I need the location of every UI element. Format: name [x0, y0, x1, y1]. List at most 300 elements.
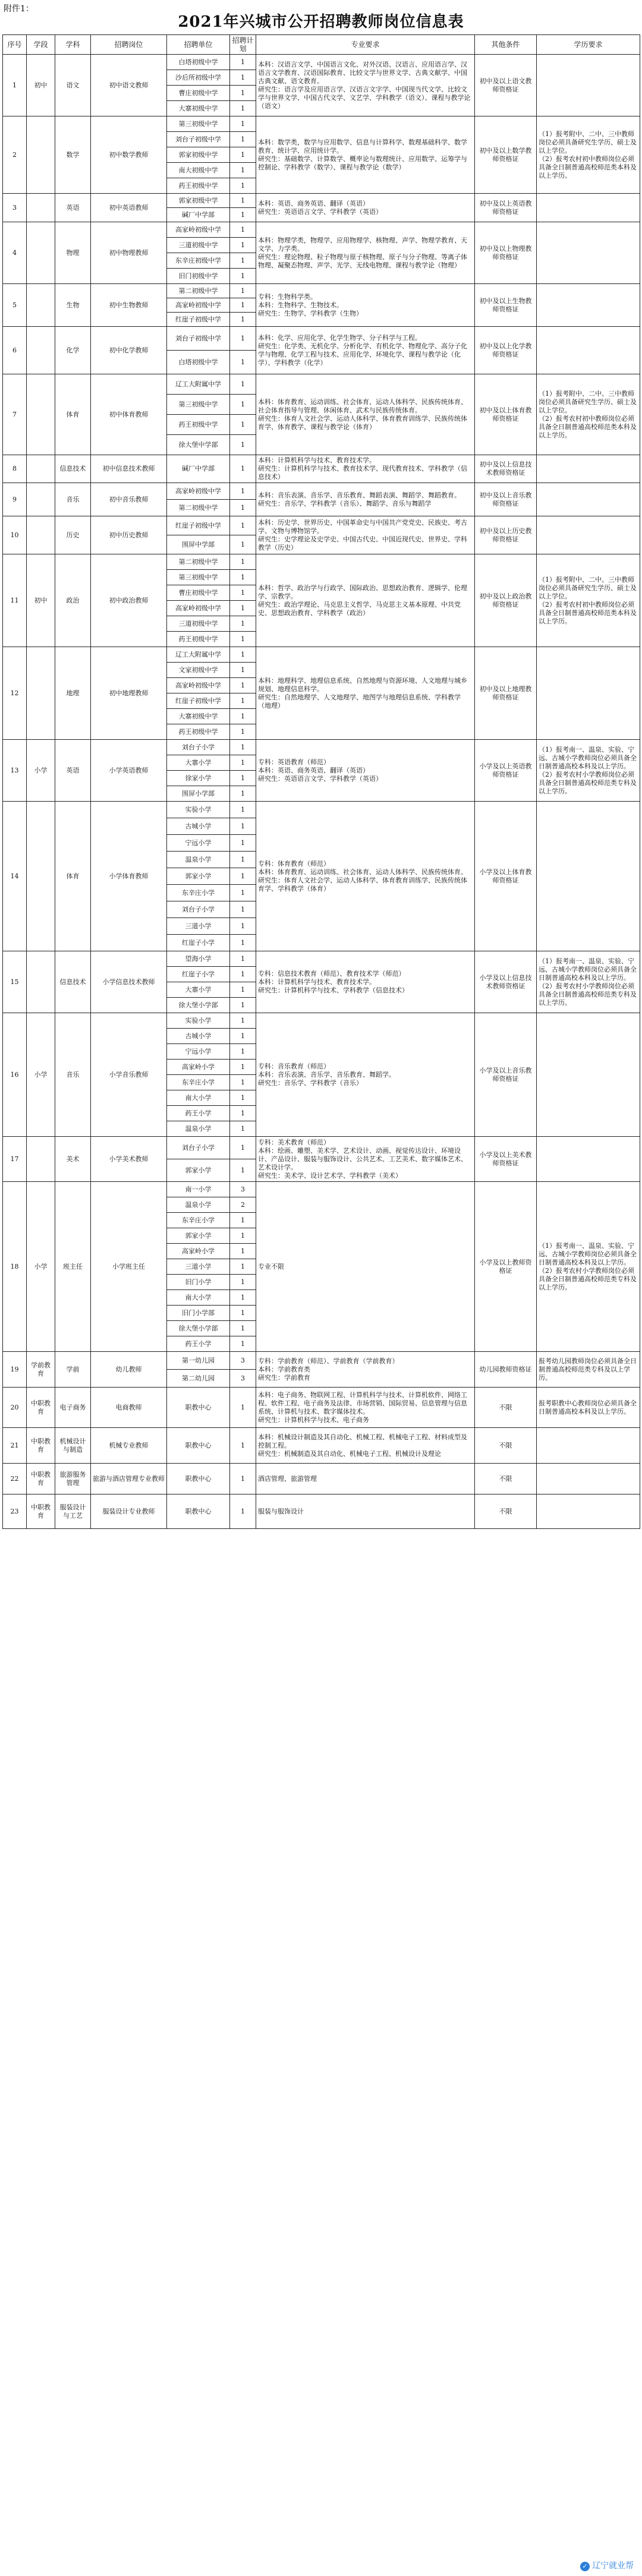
stage-cell: 小学	[27, 740, 55, 802]
table-row	[3, 1464, 640, 1494]
unit-cell: 南大小学	[167, 1290, 230, 1306]
count-cell: 1	[230, 901, 256, 918]
edu-cell	[537, 55, 640, 116]
page-title: 2021年兴城市公开招聘教师岗位信息表	[178, 13, 464, 31]
edu-cell	[537, 327, 640, 374]
count-cell: 1	[230, 1029, 256, 1044]
seq-cell: 3	[3, 194, 27, 222]
post-cell: 初中生物教师	[91, 284, 167, 327]
major-cell: 本科：数学类，数学与应用数学、信息与计算科学、数理基础科学、数学教育、统计学、应用统计学。 研究生：基础数学、计算数学、概率论与数理统计、应用数学、运筹学与控制论、学科教学（数学）、课程与教学论（数学）	[256, 116, 475, 194]
unit-cell: 药王初级中学	[167, 724, 230, 740]
table-row	[3, 222, 640, 238]
recruitment-table	[2, 34, 640, 1529]
count-cell: 1	[230, 1213, 256, 1228]
seq-cell: 2	[3, 116, 27, 194]
unit-cell: 沙后所初级中学	[167, 70, 230, 86]
count-cell: 1	[230, 918, 256, 935]
unit-cell: 高家岭初级中学	[167, 298, 230, 313]
count-cell: 1	[230, 771, 256, 786]
unit-cell: 职教中心	[167, 1464, 230, 1494]
count-cell: 1	[230, 284, 256, 298]
header-edu: 学历要求	[537, 35, 640, 55]
unit-cell: 徐大堡小学部	[167, 1321, 230, 1336]
major-cell: 专科：体育教育（师范） 本科：体育教育、运动训练、社会体育、运动人体科学、民族传统体育。 研究生：体育人文社会学、运动人体科学、体育教育训练学、民族传统体育学、学科教学（体育）	[256, 802, 475, 951]
subject-cell: 英语	[55, 194, 91, 222]
stage-cell	[27, 222, 55, 284]
stage-cell: 小学	[27, 1013, 55, 1137]
major-cell: 专业不限	[256, 1182, 475, 1352]
stage-cell: 初中	[27, 55, 55, 116]
seq-cell: 22	[3, 1464, 27, 1494]
major-cell: 专科：信息技术教育（师范）、教育技术学（师范） 本科：计算机科学与技术、教育技术学。 研究生：计算机科学与技术、学科教学（信息技术）	[256, 951, 475, 1013]
count-cell: 1	[230, 852, 256, 868]
table-row	[3, 284, 640, 298]
count-cell: 1	[230, 374, 256, 395]
count-cell: 1	[230, 1321, 256, 1336]
unit-cell: 实验小学	[167, 802, 230, 818]
unit-cell: 大寨初级中学	[167, 101, 230, 116]
count-cell: 1	[230, 327, 256, 351]
subject-cell: 信息技术	[55, 951, 91, 1013]
edu-cell	[537, 516, 640, 554]
count-cell: 1	[230, 632, 256, 647]
stage-cell: 中职教育	[27, 1428, 55, 1464]
other-cell: 初中及以上化学教师资格证	[475, 327, 537, 374]
count-cell: 1	[230, 786, 256, 802]
edu-cell	[537, 455, 640, 483]
count-cell: 1	[230, 1306, 256, 1321]
count-cell: 1	[230, 222, 256, 238]
unit-cell: 刘台子初级中学	[167, 132, 230, 147]
unit-cell: 曹庄初级中学	[167, 86, 230, 101]
post-cell: 初中英语教师	[91, 194, 167, 222]
count-cell: 1	[230, 693, 256, 709]
count-cell: 1	[230, 1228, 256, 1244]
unit-cell: 旧门初级中学	[167, 269, 230, 284]
header-seq: 序号	[3, 35, 27, 55]
subject-cell: 数学	[55, 116, 91, 194]
count-cell: 1	[230, 535, 256, 554]
unit-cell: 碱厂中学部	[167, 208, 230, 222]
major-cell: 专科：音乐教育（师范） 本科：音乐表演、音乐学、音乐教育、舞蹈学。 研究生：音乐学、学科教学（音乐）	[256, 1013, 475, 1137]
count-cell: 1	[230, 269, 256, 284]
count-cell: 1	[230, 998, 256, 1013]
post-cell: 初中音乐教师	[91, 483, 167, 516]
unit-cell: 三道初级中学	[167, 238, 230, 253]
count-cell: 1	[230, 647, 256, 663]
table-row	[3, 516, 640, 535]
table-row	[3, 951, 640, 967]
unit-cell: 辽工大附属中学	[167, 647, 230, 663]
unit-cell: 红崖子初级中学	[167, 313, 230, 327]
edu-cell	[537, 1428, 640, 1464]
other-cell: 不限	[475, 1428, 537, 1464]
seq-cell: 13	[3, 740, 27, 802]
seq-cell: 11	[3, 554, 27, 647]
unit-cell: 旧门小学	[167, 1275, 230, 1290]
count-cell: 1	[230, 835, 256, 852]
count-cell: 1	[230, 1494, 256, 1529]
unit-cell: 白塔初级中学	[167, 351, 230, 374]
post-cell: 初中数学教师	[91, 116, 167, 194]
unit-cell: 红崖子小学	[167, 967, 230, 982]
other-cell: 初中及以上体育教师资格证	[475, 374, 537, 455]
unit-cell: 南一小学	[167, 1182, 230, 1197]
seq-cell: 15	[3, 951, 27, 1013]
count-cell: 1	[230, 1259, 256, 1275]
count-cell: 1	[230, 86, 256, 101]
stage-cell: 中职教育	[27, 1494, 55, 1529]
subject-cell: 班主任	[55, 1182, 91, 1352]
other-cell: 初中及以上地理教师资格证	[475, 647, 537, 740]
unit-cell: 东辛庄小学	[167, 1075, 230, 1090]
post-cell: 初中物理教师	[91, 222, 167, 284]
seq-cell: 16	[3, 1013, 27, 1137]
count-cell: 3	[230, 1352, 256, 1370]
other-cell: 幼儿园教师资格证	[475, 1352, 537, 1388]
subject-cell: 美术	[55, 1137, 91, 1182]
unit-cell: 宁远小学	[167, 835, 230, 852]
unit-cell: 职教中心	[167, 1388, 230, 1428]
count-cell: 1	[230, 455, 256, 483]
seq-cell: 7	[3, 374, 27, 455]
unit-cell: 东辛庄小学	[167, 1213, 230, 1228]
unit-cell: 徐家小学	[167, 771, 230, 786]
stage-cell: 中职教育	[27, 1464, 55, 1494]
count-cell: 1	[230, 1428, 256, 1464]
post-cell: 电商教师	[91, 1388, 167, 1428]
unit-cell: 高家岭小学	[167, 1060, 230, 1075]
watermark-logo-icon: ✓	[580, 2562, 590, 2571]
subject-cell: 学前	[55, 1352, 91, 1388]
unit-cell: 刘台子小学	[167, 740, 230, 755]
edu-cell	[537, 284, 640, 327]
edu-cell	[537, 802, 640, 951]
attachment-label: 附件1：	[4, 4, 34, 14]
other-cell: 初中及以上政治教师资格证	[475, 554, 537, 647]
seq-cell: 4	[3, 222, 27, 284]
subject-cell: 地理	[55, 647, 91, 740]
seq-cell: 9	[3, 483, 27, 516]
table-row	[3, 1388, 640, 1428]
edu-cell	[537, 194, 640, 222]
unit-cell: 职教中心	[167, 1428, 230, 1464]
count-cell: 1	[230, 885, 256, 901]
subject-cell: 服装设计与工艺	[55, 1494, 91, 1529]
unit-cell: 文家初级中学	[167, 663, 230, 678]
count-cell: 1	[230, 483, 256, 500]
header-count: 招聘计划	[230, 35, 256, 55]
unit-cell: 第三初级中学	[167, 395, 230, 415]
subject-cell: 体育	[55, 374, 91, 455]
count-cell: 1	[230, 570, 256, 585]
table-row	[3, 1494, 640, 1529]
other-cell: 小学及以上英语教师资格证	[475, 740, 537, 802]
major-cell: 酒店管理、旅游管理	[256, 1464, 475, 1494]
stage-cell	[27, 802, 55, 951]
other-cell: 初中及以上数学教师资格证	[475, 116, 537, 194]
count-cell: 1	[230, 935, 256, 951]
seq-cell: 21	[3, 1428, 27, 1464]
count-cell: 1	[230, 253, 256, 269]
subject-cell: 物理	[55, 222, 91, 284]
edu-cell: （1）报考南一、温泉、实验、宁远、古城小学教师岗位必须具备全日制普通高校本科及以上学历。 （2）报考农村小学教师岗位必须具备全日制普通高校师范类专科及以上学历。	[537, 951, 640, 1013]
count-cell: 1	[230, 1336, 256, 1352]
count-cell: 3	[230, 1370, 256, 1388]
post-cell: 初中化学教师	[91, 327, 167, 374]
count-cell: 1	[230, 1388, 256, 1428]
stage-cell	[27, 1137, 55, 1182]
stage-cell	[27, 483, 55, 516]
major-cell: 本科：化学、应用化学、化学生物学、分子科学与工程。 研究生：化学类、无机化学、分析化学、有机化学、物理化学、高分子化学与物理、化学工程与技术、应用化学、环境化学、课程与教学论（化学）、学科教学（化学）	[256, 327, 475, 374]
unit-cell: 郭家小学	[167, 868, 230, 885]
unit-cell: 第一幼儿园	[167, 1352, 230, 1370]
count-cell: 1	[230, 101, 256, 116]
major-cell: 专科：生物科学类。 本科：生物科学、生物技术。 研究生：生物学、学科教学（生物）	[256, 284, 475, 327]
count-cell: 1	[230, 70, 256, 86]
other-cell: 初中及以上物理教师资格证	[475, 222, 537, 284]
edu-cell	[537, 1137, 640, 1182]
unit-cell: 红崖子小学	[167, 935, 230, 951]
edu-cell	[537, 222, 640, 284]
stage-cell	[27, 116, 55, 194]
unit-cell: 东辛庄初级中学	[167, 253, 230, 269]
table-row	[3, 1428, 640, 1464]
count-cell: 1	[230, 868, 256, 885]
count-cell: 1	[230, 1121, 256, 1137]
edu-cell: （1）报考附中、二中、三中教师岗位必须具备研究生学历、硕士及以上学位。 （2）报考农村初中教师岗位必须具备全日制普通高校师范类本科及以上学历。	[537, 554, 640, 647]
subject-cell: 机械设计与制造	[55, 1428, 91, 1464]
edu-cell	[537, 483, 640, 516]
table-row	[3, 802, 640, 818]
subject-cell: 音乐	[55, 1013, 91, 1137]
unit-cell: 高家岭初级中学	[167, 222, 230, 238]
post-cell: 小学英语教师	[91, 740, 167, 802]
stage-cell	[27, 455, 55, 483]
post-cell: 小学体育教师	[91, 802, 167, 951]
unit-cell: 三道小学	[167, 918, 230, 935]
count-cell: 1	[230, 132, 256, 147]
table-header-row	[3, 35, 640, 55]
other-cell: 初中及以上生物教师资格证	[475, 284, 537, 327]
major-cell: 专科：学前教育（师范）、学前教育（学前教育） 本科：学前教育类 研究生：学前教育	[256, 1352, 475, 1388]
count-cell: 1	[230, 585, 256, 601]
table-row	[3, 374, 640, 395]
count-cell: 1	[230, 967, 256, 982]
post-cell: 初中地理教师	[91, 647, 167, 740]
stage-cell	[27, 374, 55, 455]
subject-cell: 生物	[55, 284, 91, 327]
table-row	[3, 740, 640, 755]
count-cell: 1	[230, 351, 256, 374]
major-cell: 本科：英语、商务英语、翻译（英语） 研究生：英语语言文学、学科教学（英语）	[256, 194, 475, 222]
unit-cell: 郭家小学	[167, 1159, 230, 1182]
seq-cell: 19	[3, 1352, 27, 1388]
count-cell: 1	[230, 755, 256, 771]
other-cell: 小学及以上体育教师资格证	[475, 802, 537, 951]
unit-cell: 旧门小学部	[167, 1306, 230, 1321]
unit-cell: 古城小学	[167, 1029, 230, 1044]
unit-cell: 第二初级中学	[167, 554, 230, 570]
stage-cell	[27, 647, 55, 740]
stage-cell: 初中	[27, 554, 55, 647]
post-cell: 初中信息技术教师	[91, 455, 167, 483]
other-cell: 初中及以上语文教师资格证	[475, 55, 537, 116]
seq-cell: 14	[3, 802, 27, 951]
count-cell: 1	[230, 663, 256, 678]
major-cell: 本科：历史学、世界历史、中国革命史与中国共产党党史、民族史、考古学、文物与博物馆学。 研究生：史学理论及史学史、中国古代史、中国近现代史、世界史、学科教学（历史）	[256, 516, 475, 554]
watermark	[580, 2559, 634, 2571]
watermark-text: 辽宁就业帮	[592, 2561, 634, 2571]
count-cell: 1	[230, 1060, 256, 1075]
stage-cell: 中职教育	[27, 1388, 55, 1428]
seq-cell: 5	[3, 284, 27, 327]
post-cell: 初中体育教师	[91, 374, 167, 455]
post-cell: 初中语文教师	[91, 55, 167, 116]
other-cell: 小学及以上美术教师资格证	[475, 1137, 537, 1182]
unit-cell: 东辛庄小学	[167, 885, 230, 901]
unit-cell: 围屏中学部	[167, 535, 230, 554]
count-cell: 1	[230, 802, 256, 818]
count-cell: 2	[230, 1197, 256, 1213]
count-cell: 1	[230, 982, 256, 998]
unit-cell: 温泉小学	[167, 1121, 230, 1137]
post-cell: 小学音乐教师	[91, 1013, 167, 1137]
post-cell: 机械专业教师	[91, 1428, 167, 1464]
other-cell: 不限	[475, 1464, 537, 1494]
header-other: 其他条件	[475, 35, 537, 55]
unit-cell: 刘台子小学	[167, 1137, 230, 1159]
table-row	[3, 647, 640, 663]
count-cell: 1	[230, 435, 256, 455]
stage-cell	[27, 951, 55, 1013]
table-row	[3, 1013, 640, 1029]
edu-cell: （1）报考附中、二中、三中教师岗位必须具备研究生学历、硕士及以上学位。 （2）报考农村初中教师岗位必须具备全日制普通高校师范类本科及以上学历。	[537, 116, 640, 194]
count-cell: 1	[230, 554, 256, 570]
unit-cell: 高家岭初级中学	[167, 601, 230, 616]
count-cell: 1	[230, 163, 256, 178]
count-cell: 1	[230, 1075, 256, 1090]
stage-cell: 小学	[27, 1182, 55, 1352]
post-cell: 小学班主任	[91, 1182, 167, 1352]
unit-cell: 郭家初级中学	[167, 147, 230, 163]
count-cell: 1	[230, 395, 256, 415]
count-cell: 1	[230, 740, 256, 755]
seq-cell: 6	[3, 327, 27, 374]
other-cell: 初中及以上英语教师资格证	[475, 194, 537, 222]
edu-cell: 报考幼儿园教师岗位必须具备全日制普通高校师范类专科及以上学历。	[537, 1352, 640, 1388]
post-cell: 幼儿教师	[91, 1352, 167, 1388]
unit-cell: 辽工大附属中学	[167, 374, 230, 395]
header-subject: 学科	[55, 35, 91, 55]
unit-cell: 郭家初级中学	[167, 194, 230, 208]
unit-cell: 职教中心	[167, 1494, 230, 1529]
stage-cell	[27, 194, 55, 222]
stage-cell	[27, 516, 55, 554]
count-cell: 1	[230, 238, 256, 253]
count-cell: 1	[230, 1275, 256, 1290]
subject-cell: 旅游服务管理	[55, 1464, 91, 1494]
header-post: 招聘岗位	[91, 35, 167, 55]
count-cell: 1	[230, 724, 256, 740]
table-row	[3, 1182, 640, 1197]
count-cell: 1	[230, 178, 256, 194]
count-cell: 1	[230, 678, 256, 693]
seq-cell: 10	[3, 516, 27, 554]
count-cell: 1	[230, 1106, 256, 1121]
count-cell: 1	[230, 313, 256, 327]
stage-cell	[27, 327, 55, 374]
count-cell: 1	[230, 116, 256, 132]
major-cell: 专科：美术教育（师范） 本科：绘画、雕塑、美术学、艺术设计、动画、视觉传达设计、环境设计、产品设计、服装与服饰设计、公共艺术、工艺美术、数字媒体艺术、艺术设计学。 研究生：美术学、设计艺术学、学科教学（美术）	[256, 1137, 475, 1182]
table-row	[3, 483, 640, 500]
other-cell: 不限	[475, 1494, 537, 1529]
header-stage: 学段	[27, 35, 55, 55]
unit-cell: 第三初级中学	[167, 570, 230, 585]
unit-cell: 郭家小学	[167, 1228, 230, 1244]
table-row	[3, 1352, 640, 1370]
count-cell: 1	[230, 500, 256, 516]
count-cell: 1	[230, 951, 256, 967]
unit-cell: 第二初级中学	[167, 284, 230, 298]
count-cell: 1	[230, 1464, 256, 1494]
major-cell: 服装与服饰设计	[256, 1494, 475, 1529]
unit-cell: 白塔初级中学	[167, 55, 230, 70]
post-cell: 服装设计专业教师	[91, 1494, 167, 1529]
unit-cell: 高家岭小学	[167, 1244, 230, 1259]
edu-cell	[537, 647, 640, 740]
unit-cell: 宁远小学	[167, 1044, 230, 1060]
major-cell: 本科：哲学、政治学与行政学、国际政治、思想政治教育、逻辑学、伦理学、宗教学。 研究生：政治学理论、马克思主义哲学、马克思主义基本原理、中共党史、思想政治教育、学科教学（政治）	[256, 554, 475, 647]
seq-cell: 8	[3, 455, 27, 483]
unit-cell: 药王初级中学	[167, 632, 230, 647]
table-row	[3, 55, 640, 70]
count-cell: 1	[230, 1159, 256, 1182]
subject-cell: 化学	[55, 327, 91, 374]
other-cell: 初中及以上信息技术教师资格证	[475, 455, 537, 483]
seq-cell: 20	[3, 1388, 27, 1428]
count-cell: 1	[230, 1137, 256, 1159]
count-cell: 1	[230, 709, 256, 724]
major-cell: 本科：机械设计制造及其自动化、机械工程、机械电子工程、材料成型及控制工程。 研究生：机械制造及其自动化、机械电子工程、机械设计及理论	[256, 1428, 475, 1464]
table-row	[3, 554, 640, 570]
subject-cell: 音乐	[55, 483, 91, 516]
subject-cell: 历史	[55, 516, 91, 554]
subject-cell: 电子商务	[55, 1388, 91, 1428]
count-cell: 3	[230, 1182, 256, 1197]
subject-cell: 语文	[55, 55, 91, 116]
unit-cell: 第二初级中学	[167, 500, 230, 516]
edu-cell: （1）报考南一、温泉、实验、宁远、古城小学教师岗位必须具备全日制普通高校本科及以上学历。 （2）报考农村小学教师岗位必须具备全日制普通高校师范类专科及以上学历。	[537, 740, 640, 802]
major-cell: 本科：音乐表演、音乐学、音乐教育、舞蹈表演、舞蹈学、舞蹈教育。 研究生：音乐学、学科教学（音乐）、舞蹈学、音乐与舞蹈学	[256, 483, 475, 516]
unit-cell: 红崖子初级中学	[167, 693, 230, 709]
unit-cell: 药王小学	[167, 1106, 230, 1121]
major-cell: 本科：体育教育、运动训练、社会体育、运动人体科学、民族传统体育、社会体育指导与管理、休闲体育、武术与民族传统体育。 研究生：体育人文社会学、运动人体科学、体育教育训练学、民族传统体育学、体育教学、课程与教学论（体育）	[256, 374, 475, 455]
post-cell: 旅游与酒店管理专业教师	[91, 1464, 167, 1494]
count-cell: 1	[230, 1290, 256, 1306]
unit-cell: 药王初级中学	[167, 178, 230, 194]
other-cell: 不限	[475, 1388, 537, 1428]
unit-cell: 三道小学	[167, 1259, 230, 1275]
count-cell: 1	[230, 55, 256, 70]
major-cell: 本科：电子商务、物联网工程、计算机科学与技术、计算机软件、网络工程、软件工程、电子商务及法律、市场营销、国际贸易、信息管理与信息系统、计算机与技术、数字媒体技术。 研究生：计算机科学与技术、电子商务	[256, 1388, 475, 1428]
other-cell: 初中及以上历史教师资格证	[475, 516, 537, 554]
unit-cell: 药王小学	[167, 1336, 230, 1352]
unit-cell: 曹庄初级中学	[167, 585, 230, 601]
edu-cell: （1）报考附中、二中、三中教师岗位必须具备研究生学历、硕士及以上学位。 （2）报考农村初中教师岗位必须具备全日制普通高校师范类本科及以上学历。	[537, 374, 640, 455]
post-cell: 初中历史教师	[91, 516, 167, 554]
edu-cell	[537, 1494, 640, 1529]
